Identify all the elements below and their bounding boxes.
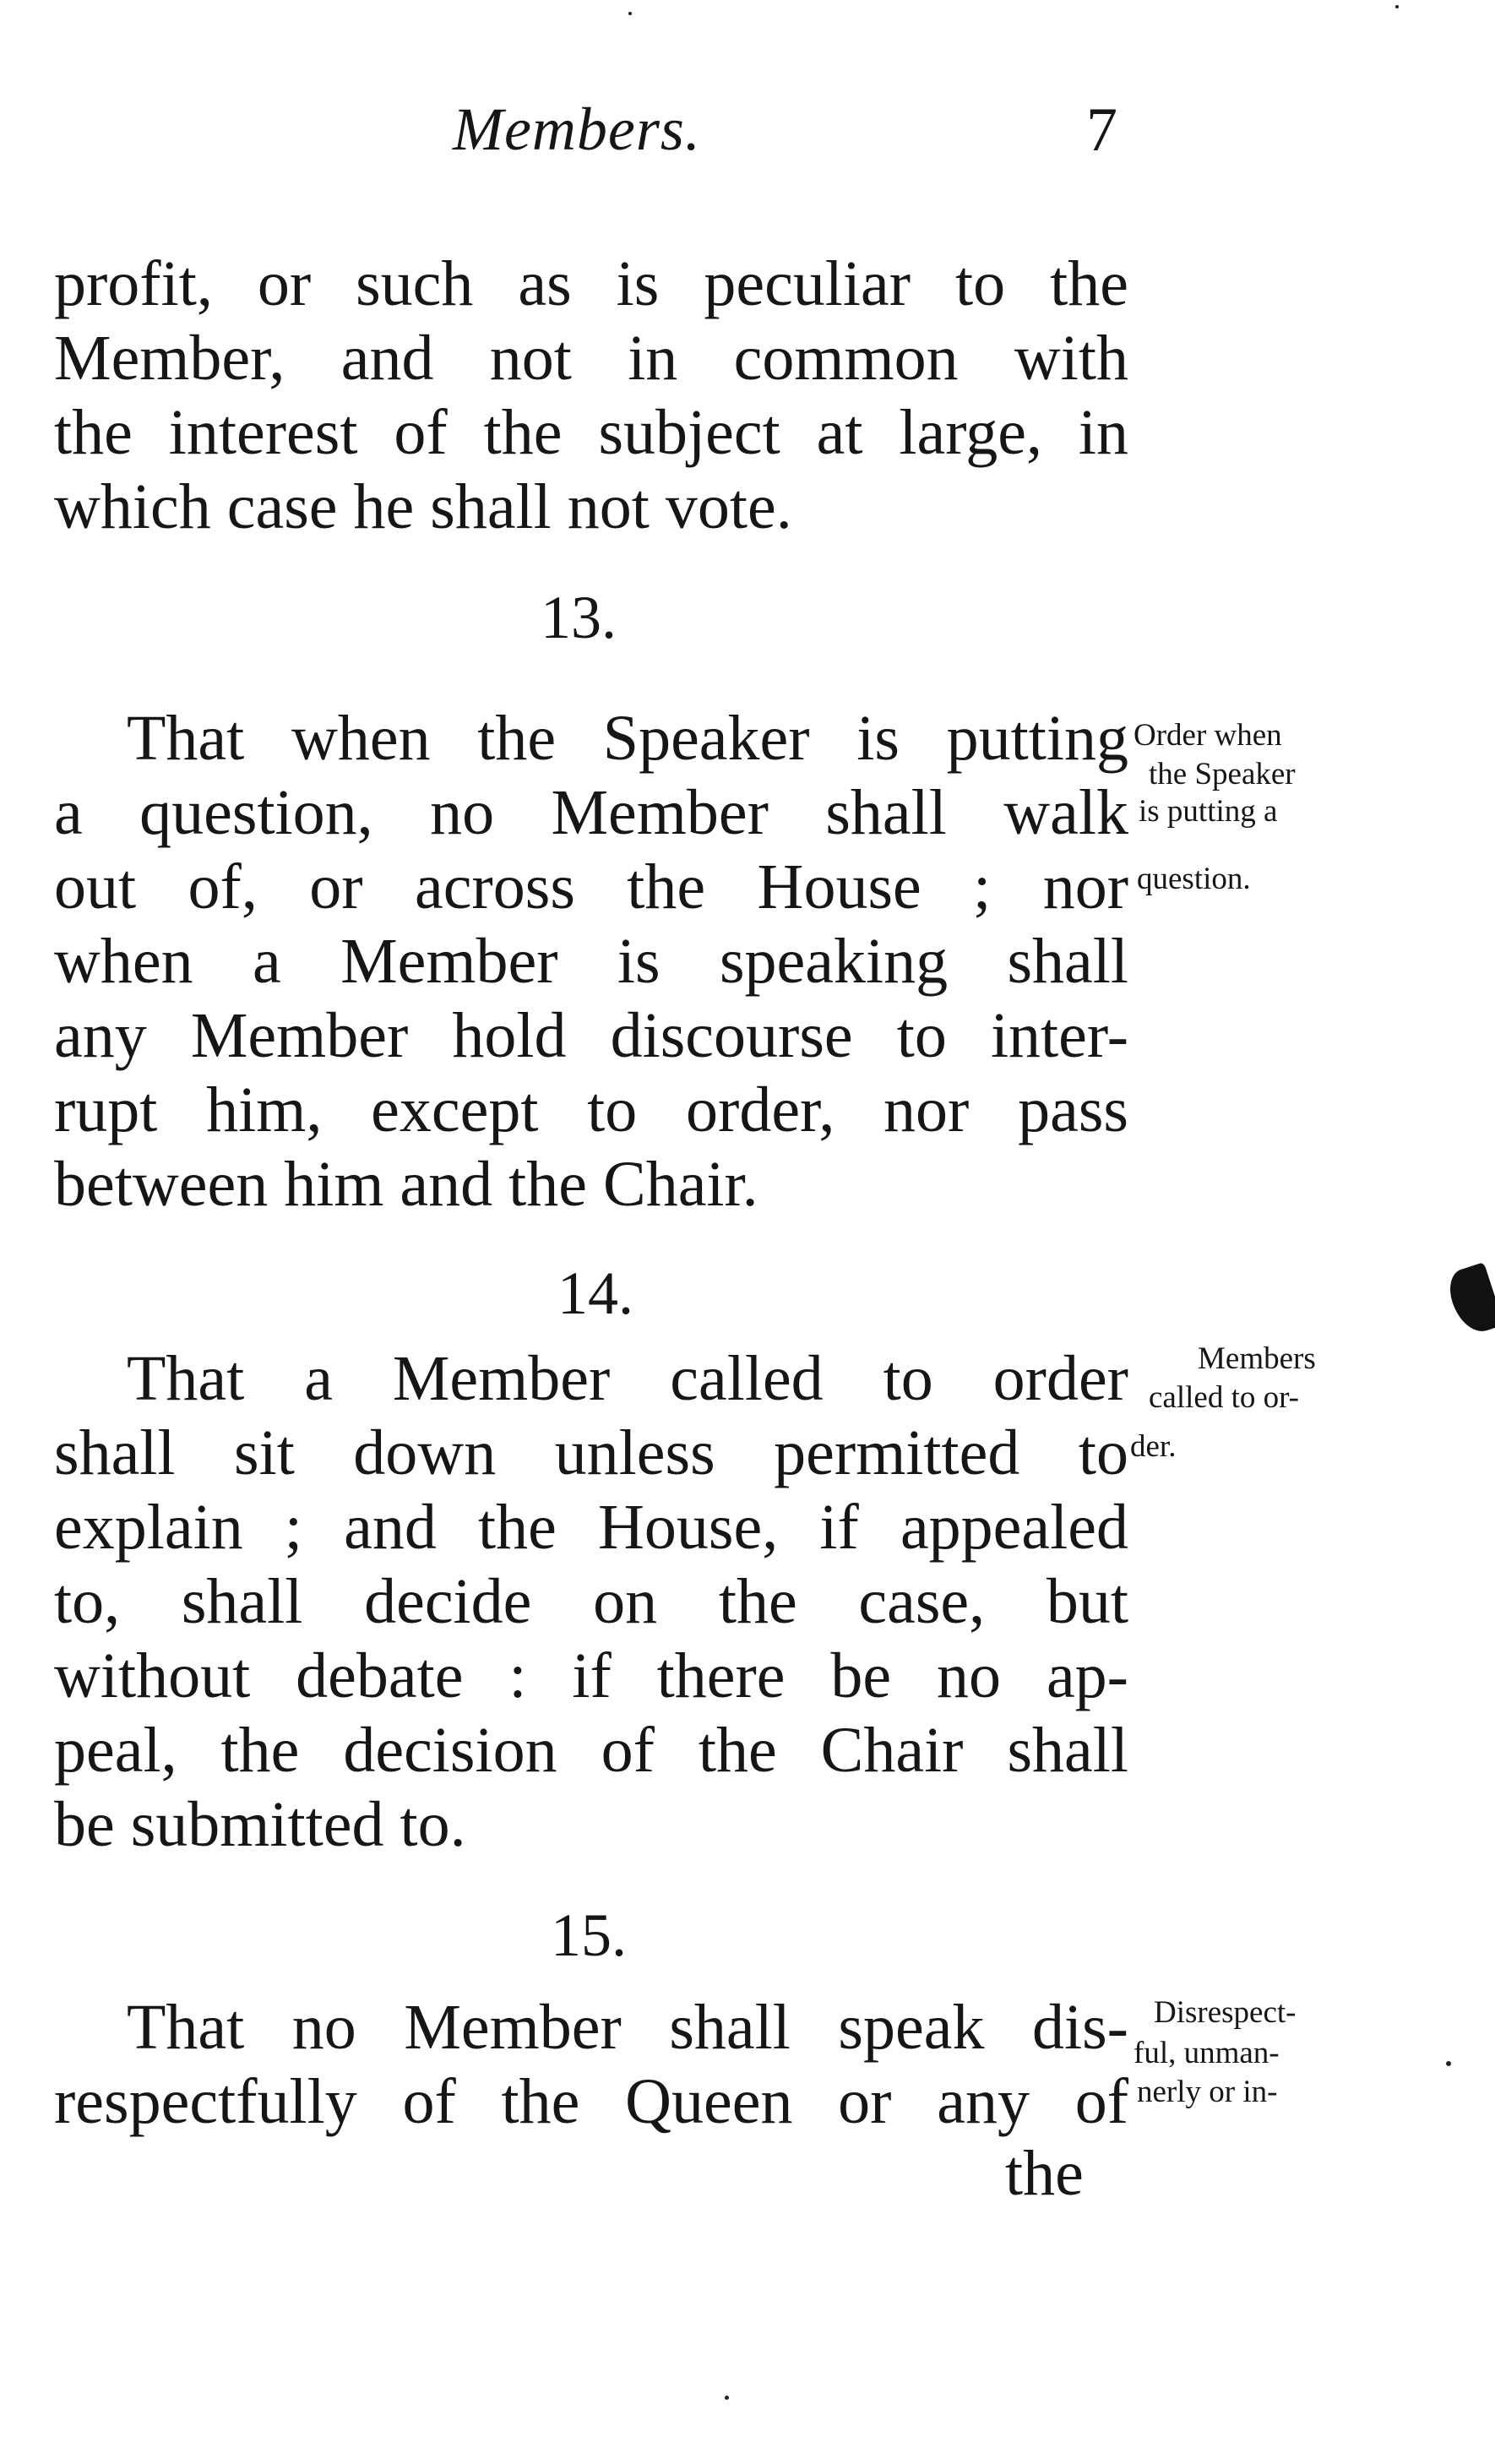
ink-speck [628, 12, 632, 15]
ink-blot [1443, 1262, 1495, 1338]
catchword: the [1005, 2138, 1084, 2209]
text-line: That a Member called to order [127, 1343, 1128, 1414]
side-note-line: called to or- [1149, 1380, 1300, 1415]
text-line: peal, the decision of the Chair shall [54, 1715, 1128, 1786]
text-line: Member, and not in common with [54, 323, 1128, 394]
side-note-line: der. [1130, 1429, 1177, 1464]
ink-speck [1395, 5, 1399, 8]
text-line: when a Member is speaking shall [54, 926, 1128, 997]
text-line: That when the Speaker is putting [127, 703, 1128, 774]
text-line: be submitted to. [54, 1789, 466, 1860]
text-line: between him and the Chair. [54, 1149, 758, 1220]
text-line: any Member hold discourse to inter- [54, 1000, 1128, 1071]
side-note-line: is putting a [1139, 794, 1278, 829]
text-line: the interest of the subject at large, in [54, 397, 1128, 468]
text-line: which case he shall not vote. [54, 471, 792, 542]
text-line: respectfully of the Queen or any of [54, 2066, 1128, 2137]
side-note-line: question. [1137, 862, 1251, 896]
text-line: a question, no Member shall walk [54, 777, 1128, 848]
side-note-line: Disrespect- [1154, 1995, 1297, 2030]
rule-number: 14. [557, 1259, 633, 1327]
side-note-line: nerly or in- [1137, 2075, 1278, 2109]
running-head: Members. [453, 95, 701, 163]
page-header [0, 95, 1495, 171]
page-number: 7 [1086, 95, 1117, 165]
ink-speck [725, 2396, 729, 2400]
text-line: out of, or across the House ; nor [54, 851, 1128, 922]
rule-number: 13. [541, 584, 617, 651]
side-note-line: Members [1198, 1341, 1316, 1376]
text-line: profit, or such as is peculiar to the [54, 248, 1128, 319]
side-note-line: the Speaker [1149, 757, 1296, 791]
text-line: shall sit down unless permitted to [54, 1417, 1128, 1488]
side-note-line: Order when [1133, 718, 1282, 753]
text-line: rupt him, except to order, nor pass [54, 1074, 1128, 1145]
ink-speck [1446, 2061, 1451, 2066]
side-note-line: ful, unman- [1133, 2036, 1280, 2070]
text-line: without debate : if there be no ap- [54, 1640, 1128, 1711]
rule-number: 15. [551, 1901, 627, 1969]
text-line: That no Member shall speak dis- [127, 1992, 1128, 2063]
text-line: to, shall decide on the case, but [54, 1566, 1128, 1637]
text-line: explain ; and the House, if appealed [54, 1492, 1128, 1563]
